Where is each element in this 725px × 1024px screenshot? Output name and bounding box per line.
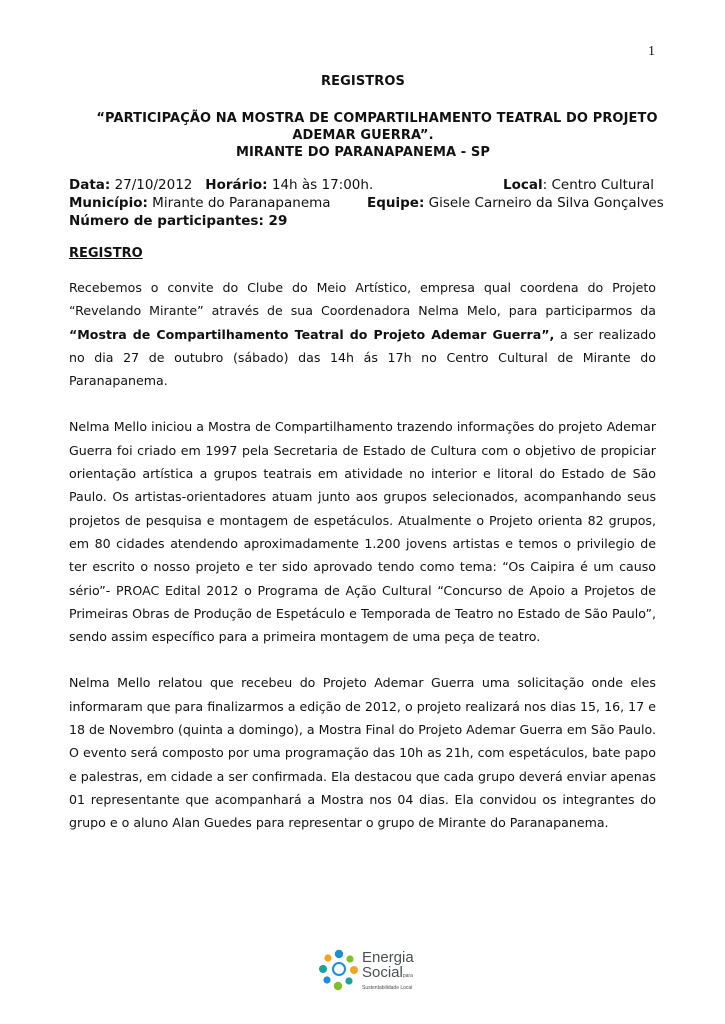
body-text	[69, 276, 656, 858]
logo-text-para: para	[402, 973, 413, 979]
paragraph-3: Nelma Mello relatou que recebeu do Projeto Ademar Guerra uma solicitação onde eles informaram que para finalizarmos a edição de 2012, o projeto realizará nos dias 15, 16, 17 e 18 de Novembro (quinta a domingo), a Mostra Final do Projeto Ademar Guerra em São Paulo. O evento será composto por uma programação das 10h as 21h, com espetáculos, bate papo e palestras, em cidade a ser confirmada. Ela destacou que cada grupo deverá enviar apenas 01 representante que acompanhará a Mostra nos 04 dias. Ela convidou os integrantes do grupo e o aluno Alan Guedes para representar o grupo de Mirante do Paranapanema.	[69, 675, 656, 831]
paragraph-1-bold: “Mostra de Compartilhamento Teatral do Projeto Ademar Guerra”,	[69, 326, 555, 342]
local-field	[503, 176, 654, 195]
paragraph-1	[69, 276, 656, 392]
date-value: 27/10/2012	[110, 177, 193, 193]
logo-mark-icon	[318, 948, 360, 992]
document-title-line-3: MIRANTE DO PARANAPANEMA - SP	[235, 145, 491, 160]
local-value: : Centro Cultural	[542, 177, 655, 193]
participants-count: Número de participantes: 29	[69, 213, 288, 229]
logo-text-line-2	[362, 965, 414, 984]
time-value: 14h às 17:00h.	[267, 177, 374, 193]
logo-text-social: Social	[362, 964, 403, 981]
logo-text-line-1: Energia	[362, 949, 414, 966]
logo-text	[362, 950, 414, 991]
document-title-line-1: “PARTICIPAÇÃO NA MOSTRA DE COMPARTILHAMENTO TEATRAL DO PROJETO	[96, 111, 658, 126]
paragraph-1-part-a: Recebemos o convite do Clube do Meio Artístico, empresa qual coordena do Projeto “Revelando Mirante” através de sua Coordenadora Nelma Melo, para participarmos da	[69, 280, 656, 319]
meta-row-date	[69, 176, 659, 194]
registro-heading: REGISTRO	[69, 246, 143, 261]
equipe-value: Gisele Carneiro da Silva Gonçalves	[424, 195, 664, 211]
paragraph-2: Nelma Mello iniciou a Mostra de Compartilhamento trazendo informações do projeto Ademar Guerra foi criado em 1997 pela Secretaria de Estado de Cultura com o objetivo de propiciar orientação artística a grupos teatrais em atividade no interior e litoral do Estado de São Paulo. Os artistas-orientadores atuam junto aos grupos selecionados, acompanhando seus projetos de pesquisa e montagem de espetáculos. Atualmente o Projeto orienta 82 grupos, em 80 cidades atendendo aproximadamente 1.200 jovens artistas e temos o privilegio de ter escrito o nosso projeto e ter sido aprovado tendo como tema: “Os Caipira é um causo sério”- PROAC Edital 2012 o Programa de Ação Cultural “Concurso de Apoio a Projetos de Primeiras Obras de Produção de Espetáculo e Temporada de Teatro no Estado de São Paulo”, sendo assim específico para a primeira montagem de uma peça de teatro.	[69, 419, 656, 645]
logo-text-line-3: Sustentabilidade Local	[362, 985, 413, 991]
document-title-line-2: ADEMAR GUERRA”.	[292, 128, 434, 143]
local-label: Local	[503, 177, 543, 193]
date-label: Data:	[69, 177, 111, 193]
municipio-value: Mirante do Paranapanema	[147, 195, 331, 211]
equipe-label: Equipe:	[367, 195, 425, 211]
time-label: Horário:	[205, 177, 268, 193]
page-number: 1	[648, 44, 655, 59]
meta-row-municipio	[69, 194, 664, 212]
equipe-field	[367, 194, 664, 213]
document-header	[60, 74, 666, 161]
municipio-label: Município:	[69, 195, 148, 211]
section-heading: REGISTROS	[321, 74, 405, 89]
paragraph-1-part-c: a ser realizado no dia 27 de outubro (sábado) das 14h ás 17h no Centro Cultural de Mirante do Paranapanema.	[69, 326, 656, 389]
meta-info	[69, 176, 664, 230]
energia-social-logo	[318, 948, 418, 1004]
